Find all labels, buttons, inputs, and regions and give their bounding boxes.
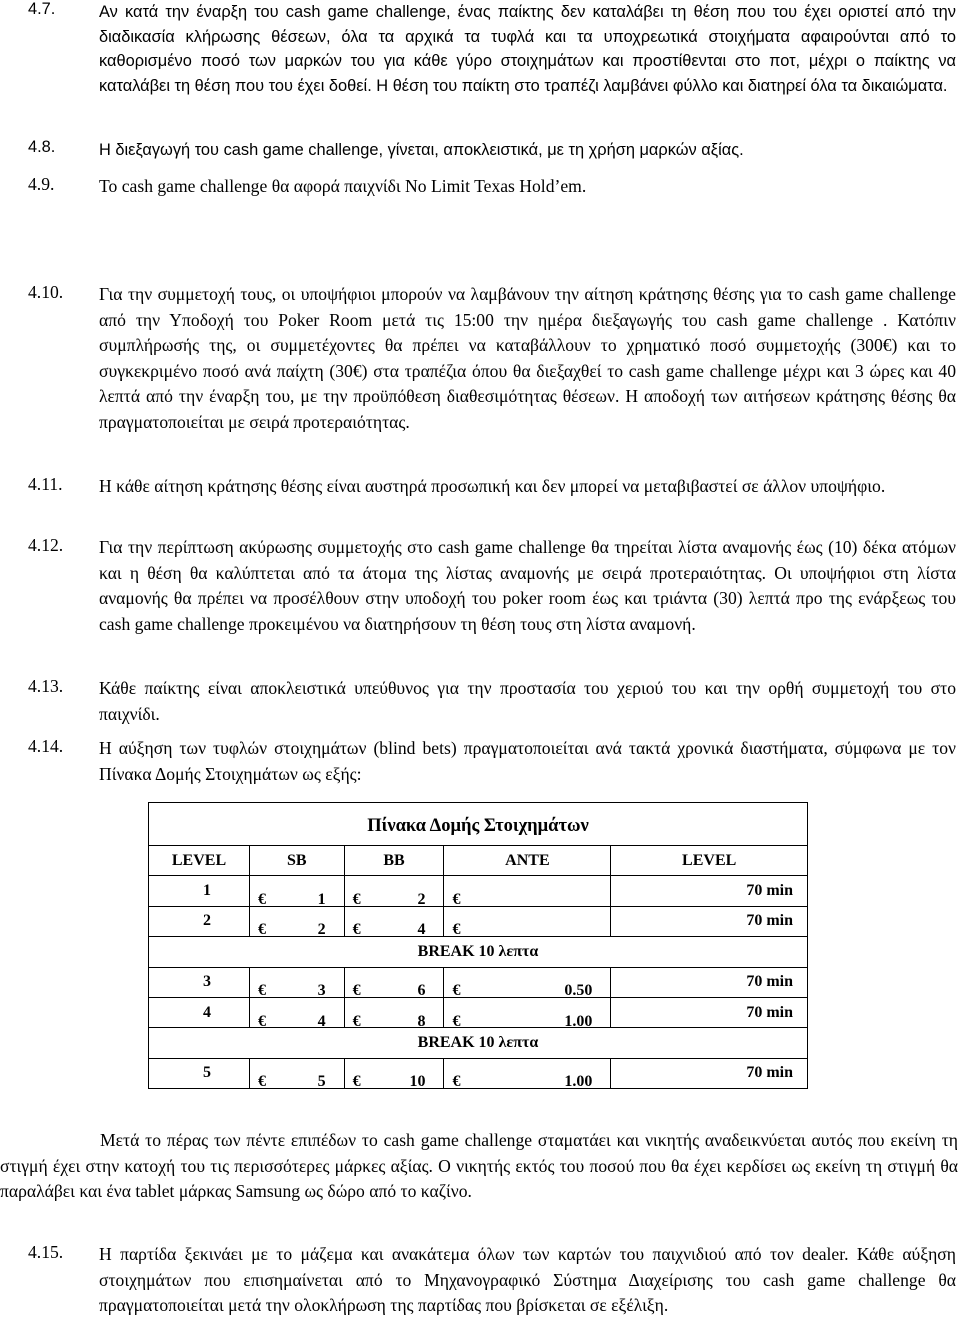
cell-value: 1.00 xyxy=(564,1012,593,1030)
currency-symbol: € xyxy=(258,1012,266,1030)
clause-number: 4.7. xyxy=(28,0,56,18)
clause-text: Κάθε παίκτης είναι αποκλειστικά υπεύθυνος για την προστασία του χεριού του και την ορθή συμμετοχή του στο παιχνίδι. xyxy=(99,678,956,724)
cell-level: 4 xyxy=(149,997,250,1027)
cell-level: 3 xyxy=(149,967,250,997)
clause-number: 4.9. xyxy=(28,174,55,194)
clause-number: 4.14. xyxy=(28,736,64,756)
currency-symbol: € xyxy=(452,1012,461,1030)
blinds-structure-table xyxy=(148,802,808,1089)
clause-number: 4.10. xyxy=(28,282,64,302)
cell-ante xyxy=(444,997,611,1030)
clause-text: Για την περίπτωση ακύρωσης συμμετοχής στο cash game challenge θα τηρείται λίστα αναμονής έως (10) δέκα ατόμων και η θέση θα καλύπτεται από τα άτομα της λίστας αναμονής με σειρά προτεραιότητας. Οι υποψήφιοι στη λίστα αναμονής θα πρέπει να προσέλθουν στην υποδοχή του poker room έως και τριάντα (30) λεπτά προ της ενάρξεως του cash game challenge προκειμένου να διατηρήσουν τη θέση τους στη λίστα αναμονή. xyxy=(99,537,956,634)
table-title: Πίνακα Δομής Στοιχημάτων xyxy=(149,803,808,846)
table-header-row xyxy=(149,846,808,876)
cell-value: 3 xyxy=(317,982,326,1000)
table-row xyxy=(149,997,808,1027)
break-row xyxy=(149,1028,808,1058)
winner-paragraph: Μετά το πέρας των πέντε επιπέδων το cash game challenge σταματάει και νικητής αναδεικνύεται αυτός που εκείνη τη στιγμή έχει στην κατοχή του τις περισσότερες μάρκες αξίας. Ο νικητής εκτός του ποσού που θα έχει κερδίσει ως εκείνη τη στιγμή θα παραλάβει και ένα tablet μάρκας Samsung ως δώρο από το καζίνο. xyxy=(0,1130,958,1202)
cell-value: 0.50 xyxy=(564,982,593,1000)
table-row xyxy=(149,906,808,936)
table-row xyxy=(149,876,808,906)
break-label: BREAK 10 λεπτα xyxy=(149,1028,808,1058)
currency-symbol: € xyxy=(258,1073,266,1091)
cell-value: 8 xyxy=(417,1012,426,1030)
currency-symbol: € xyxy=(352,921,361,939)
header-level-duration: LEVEL xyxy=(611,846,808,876)
break-label: BREAK 10 λεπτα xyxy=(149,937,808,967)
currency-symbol: € xyxy=(352,1012,361,1030)
cell-ante xyxy=(444,967,611,1000)
clause-number: 4.11. xyxy=(28,474,63,494)
currency-symbol: € xyxy=(452,1073,461,1091)
cell-value: 4 xyxy=(317,1012,326,1030)
cell-sb xyxy=(250,967,345,1000)
table-row xyxy=(149,967,808,997)
cell-bb xyxy=(344,1058,444,1091)
cell-duration: 70 min xyxy=(611,997,808,1027)
cell-value: 2 xyxy=(417,891,426,909)
cell-duration: 70 min xyxy=(611,876,808,906)
currency-symbol: € xyxy=(352,1073,361,1091)
currency-symbol: € xyxy=(452,921,461,939)
cell-ante xyxy=(444,906,611,939)
clause-number: 4.13. xyxy=(28,676,64,696)
break-row xyxy=(149,937,808,967)
cell-level: 1 xyxy=(149,876,250,906)
cell-value: 10 xyxy=(409,1073,426,1091)
currency-symbol: € xyxy=(452,891,461,909)
clause-text: Αν κατά την έναρξη του cash game challenge, ένας παίκτης δεν καταλάβει τη θέση που του έχει οριστεί από την διαδικασία κλήρωσης θέσεων, όλα τα αρχικά τα τυφλά και τα υποχρεωτικά στοιχήματα αφαιρούνται από το καθορισμένο ποσό των μαρκών του για κάθε γύρο στοιχημάτων και προστίθενται στο ποτ, μέχρι ο παίκτης να καταλάβει τη θέση που του έχει δοθεί. Η θέση του παίκτη στο τραπέζι λαμβάνει φύλλο και διατηρεί όλα τα δικαιώματα. xyxy=(99,3,956,95)
cell-level: 5 xyxy=(149,1058,250,1088)
cell-bb xyxy=(344,997,444,1030)
cell-value: 5 xyxy=(317,1073,326,1091)
clause-text: Για την συμμετοχή τους, οι υποψήφιοι μπορούν να λαμβάνουν την αίτηση κράτησης θέσης για το cash game challenge από την Υποδοχή του Poker Room μετά τις 15:00 την ημέρα διεξαγωγής του cash game challenge . Κατόπιν συμπλήρωσής της, οι συμμετέχοντες θα πρέπει να καταβάλλουν το χρηματικό ποσό συμμετοχής (300€) και το συγκεκριμένο ποσό ανά παίχτη (30€) στα τραπέζια όπου θα διεξαχθεί το cash game challenge μέχρι και 3 ώρες και 40 λεπτά από την έναρξη του, με την προϋπόθεση διαθεσιμότητας θέσεων. Η αποδοχή των αιτήσεων κράτησης θέσης θα πραγματοποιείται με σειρά προτεραιότητας. xyxy=(99,284,956,432)
clause-text: Η διεξαγωγή του cash game challenge, γίνεται, αποκλειστικά, με τη χρήση μαρκών αξίας. xyxy=(99,141,744,159)
clause-text: Η αύξηση των τυφλών στοιχημάτων (blind bets) πραγματοποιείται ανά τακτά χρονικά διαστήματα, σύμφωνα με τον Πίνακα Δομής Στοιχημάτων ως εξής: xyxy=(99,738,956,784)
cell-ante xyxy=(444,1058,611,1091)
clause-number: 4.12. xyxy=(28,535,64,555)
currency-symbol: € xyxy=(258,921,266,939)
currency-symbol: € xyxy=(452,982,461,1000)
currency-symbol: € xyxy=(258,982,266,1000)
currency-symbol: € xyxy=(258,891,266,909)
cell-value: 2 xyxy=(317,921,326,939)
cell-duration: 70 min xyxy=(611,1058,808,1088)
header-level: LEVEL xyxy=(149,846,250,876)
cell-value: 1 xyxy=(317,891,326,909)
cell-bb xyxy=(344,967,444,1000)
clause-number: 4.15. xyxy=(28,1242,64,1262)
clause-text: Η παρτίδα ξεκινάει με το μάζεμα και ανακάτεμα όλων των καρτών του παιχνιδιού από τον dealer. Κάθε αύξηση στοιχημάτων που επισημαίνεται από το Μηχανογραφικό Σύστημα Διαχείρισης του cash game challenge θα πραγματοποιείται μετά την ολοκλήρωση της παρτίδας που βρίσκεται σε εξέλιξη. xyxy=(99,1244,956,1316)
cell-sb xyxy=(250,1058,345,1091)
cell-sb xyxy=(250,876,345,909)
cell-bb xyxy=(344,876,444,909)
cell-duration: 70 min xyxy=(611,906,808,936)
header-bb: BB xyxy=(344,846,444,876)
clause-number: 4.8. xyxy=(28,138,56,156)
cell-ante xyxy=(444,876,611,909)
clause-text: Η κάθε αίτηση κράτησης θέσης είναι αυστηρά προσωπική και δεν μπορεί να μεταβιβαστεί σε άλλον υποψήφιο. xyxy=(99,476,886,496)
header-sb: SB xyxy=(250,846,345,876)
cell-sb xyxy=(250,906,345,939)
cell-bb xyxy=(344,906,444,939)
cell-value: 1.00 xyxy=(564,1073,593,1091)
header-ante: ANTE xyxy=(444,846,611,876)
cell-value: 6 xyxy=(417,982,426,1000)
cell-sb xyxy=(250,997,345,1030)
clause-text: Το cash game challenge θα αφορά παιχνίδι No Limit Texas Hold’em. xyxy=(99,176,587,196)
cell-value: 4 xyxy=(417,921,426,939)
cell-level: 2 xyxy=(149,906,250,936)
cell-duration: 70 min xyxy=(611,967,808,997)
currency-symbol: € xyxy=(352,982,361,1000)
table-row xyxy=(149,1058,808,1088)
currency-symbol: € xyxy=(352,891,361,909)
